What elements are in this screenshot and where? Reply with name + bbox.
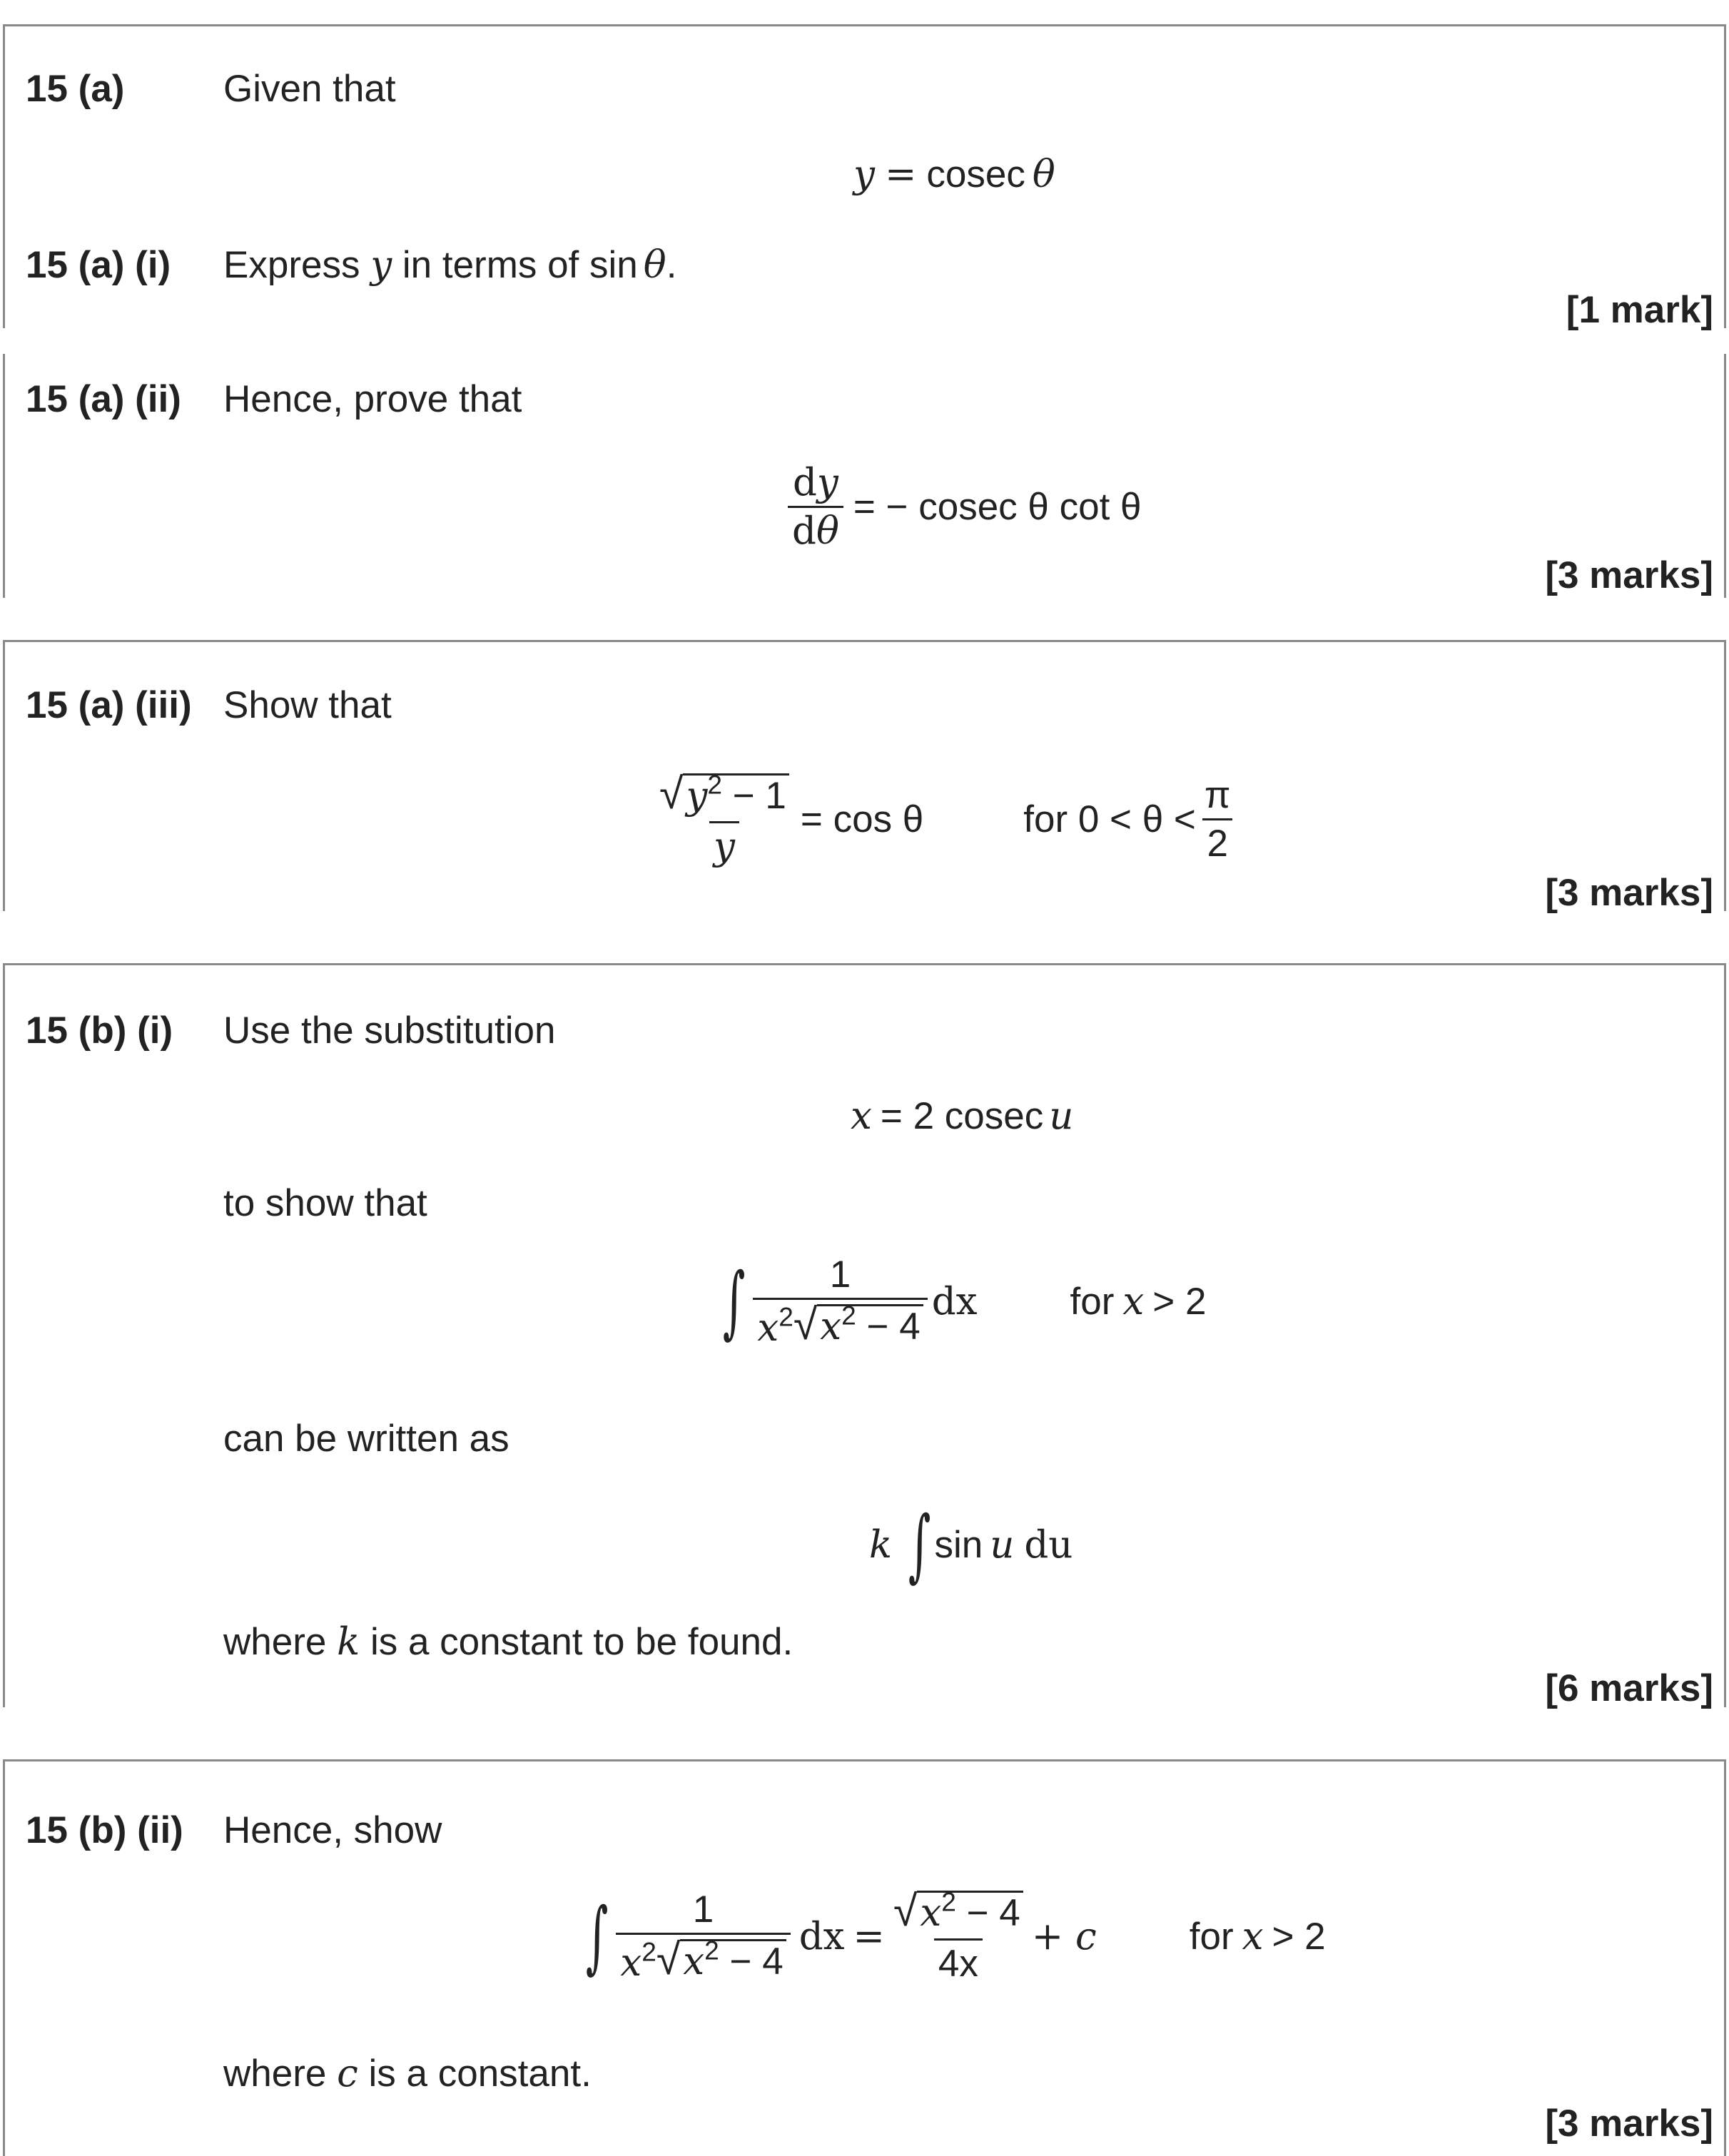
dx: dx [798, 1914, 845, 1958]
text-fragment: is a constant to be found. [370, 1621, 793, 1663]
question-text [223, 1620, 793, 1664]
var: x [683, 1940, 705, 1983]
question-label: 15 (a) (ii) [26, 378, 181, 420]
var: x [851, 1094, 872, 1138]
fraction: 1 $x^2$ √ $x^2 - 4$ [616, 1891, 790, 1983]
two: 2 [1202, 818, 1232, 863]
text-fragment: Express [223, 244, 360, 286]
var: y [713, 824, 735, 868]
eq-var: y [853, 153, 875, 196]
var: u [990, 1522, 1015, 1567]
text-fragment: > 2 [1152, 1280, 1207, 1323]
var: y [816, 461, 838, 504]
equation-substitution [851, 1094, 1074, 1138]
divider [3, 354, 5, 598]
text-fragment: − 4 [719, 1941, 784, 1983]
var: x [757, 1306, 779, 1350]
question-text: to show that [223, 1182, 427, 1224]
question-label: 15 (b) (i) [26, 1010, 173, 1052]
d: d [792, 509, 816, 553]
var: x [820, 1305, 842, 1348]
marks-label: [6 marks] [1545, 1667, 1713, 1709]
var: u [1049, 1094, 1074, 1138]
var: x [1242, 1914, 1264, 1958]
condition: for 0 < θ < [1023, 798, 1196, 840]
fraction: √ $x^2 - 4$ 4x [889, 1891, 1028, 1983]
equation-dy-dtheta [784, 461, 1142, 553]
var: c [337, 2052, 358, 2095]
question-label: 15 (a) (i) [26, 244, 171, 286]
condition: for [1189, 1915, 1234, 1958]
plus-c: + c [1031, 1914, 1097, 1958]
equation-integral-result [577, 1886, 1326, 1985]
eq-rhs: = cos θ [800, 798, 924, 840]
text-fragment: where [223, 2053, 327, 2095]
question-text: can be written as [223, 1418, 509, 1460]
numerator: 1 [829, 1254, 851, 1296]
pi: π [1204, 773, 1231, 816]
equation-k-integral [869, 1499, 1073, 1590]
fraction: √ $y^2 - 1$ y [655, 773, 793, 865]
integral-sign: ∫ [585, 1891, 609, 1983]
fraction: 1 $x^2$ √ $x^2 - 4$ [753, 1256, 927, 1348]
text-fragment: − 1 [722, 775, 786, 817]
var: x [1122, 1279, 1145, 1323]
question-text: Given that [223, 68, 396, 110]
text-fragment: sin [934, 1523, 983, 1566]
text-fragment: in terms of sin [402, 244, 638, 286]
marks-label: [1 mark] [1566, 289, 1713, 331]
eq-theta: θ [1032, 153, 1055, 196]
text-fragment: − 4 [955, 1892, 1020, 1934]
var: θ [816, 509, 839, 553]
question-text: Show that [223, 684, 392, 726]
denominator: 4x [934, 1938, 983, 1983]
fraction [788, 461, 843, 553]
var: k [869, 1522, 893, 1567]
integral-sign: ∫ [722, 1256, 746, 1348]
equation-integral-1 [714, 1256, 1206, 1348]
question-label: 15 (a) (iii) [26, 684, 192, 726]
question-label: 15 (a) [26, 68, 125, 110]
text-fragment: where [223, 1621, 327, 1663]
var: x [920, 1891, 942, 1935]
question-text [223, 243, 677, 287]
text-var: θ [643, 243, 666, 287]
d: d [792, 461, 817, 504]
question-text: Hence, show [223, 1809, 442, 1851]
text-fragment: = 2 cosec [880, 1095, 1044, 1137]
equation-y-cosec [853, 153, 1055, 196]
condition: for [1070, 1280, 1115, 1323]
eq-op: = [884, 153, 917, 196]
dx: dx [931, 1279, 978, 1323]
eq-rhs: = − cosec θ cot θ [853, 486, 1142, 528]
text-fragment: > 2 [1272, 1915, 1326, 1958]
question-label: 15 (b) (ii) [26, 1809, 183, 1851]
text-var: y [370, 243, 392, 287]
text-fragment: . [666, 244, 677, 286]
var: y [686, 774, 708, 818]
question-text [223, 2052, 592, 2095]
marks-label: [3 marks] [1545, 554, 1713, 596]
eq-fn: cosec [926, 153, 1025, 195]
numerator: 1 [692, 1888, 714, 1931]
text-fragment: − 4 [856, 1306, 921, 1348]
marks-label: [3 marks] [1545, 2102, 1713, 2145]
du: du [1024, 1522, 1073, 1567]
marks-label: [3 marks] [1545, 872, 1713, 914]
eq-op: = [853, 1914, 885, 1958]
integral-sign: ∫ [908, 1499, 931, 1590]
var: k [337, 1620, 360, 1664]
question-text: Use the substitution [223, 1010, 556, 1052]
fraction [1200, 773, 1235, 865]
question-text: Hence, prove that [223, 378, 522, 420]
var: x [620, 1941, 642, 1985]
equation-sqrt-cos [651, 769, 1239, 868]
text-fragment: is a constant. [368, 2053, 592, 2095]
